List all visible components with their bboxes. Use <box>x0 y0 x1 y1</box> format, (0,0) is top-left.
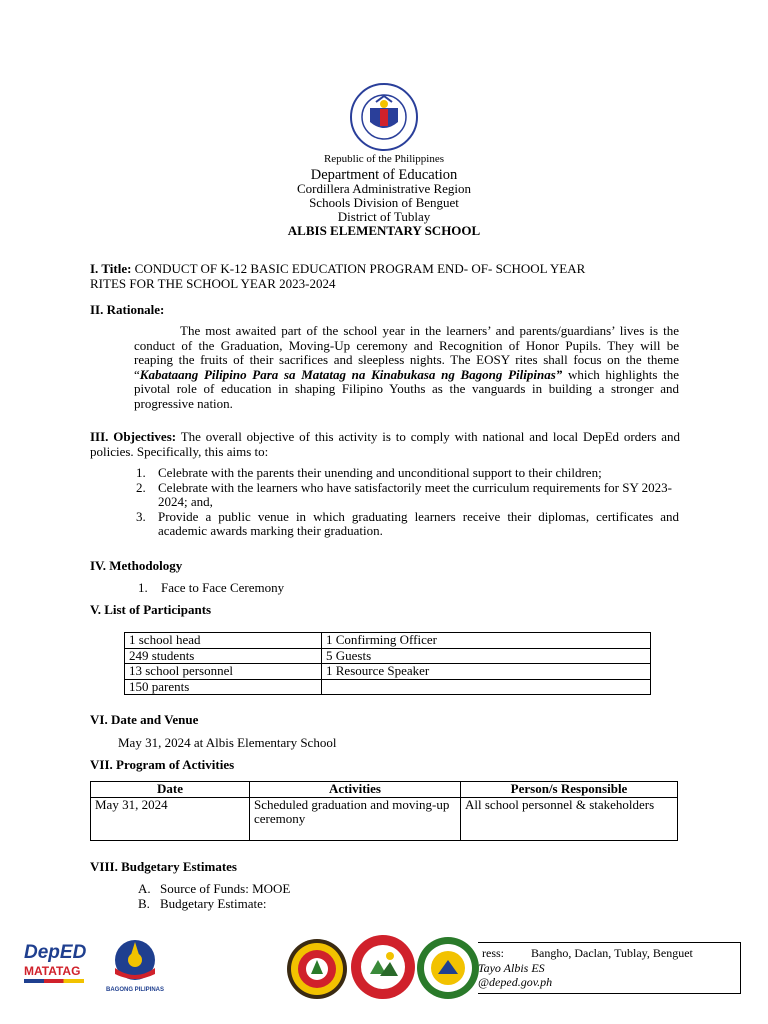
footer-contact-box <box>478 942 741 994</box>
table-cell: 150 parents <box>125 679 322 695</box>
column-header: Activities <box>250 782 461 798</box>
district-text: District of Tublay <box>337 209 431 224</box>
deped-matatag-logo <box>24 943 94 991</box>
title-line1: CONDUCT OF K-12 BASIC EDUCATION PROGRAM END- OF- SCHOOL YEAR <box>134 261 586 276</box>
methodology-heading: IV. Methodology <box>90 558 183 573</box>
objective-num: 2. <box>136 479 146 495</box>
table-row <box>125 679 651 695</box>
methodology-num: 1. <box>138 580 148 595</box>
matatag-text: MATATAG <box>24 964 81 978</box>
objective-item <box>134 466 679 481</box>
column-header: Date <box>91 782 250 798</box>
table-row <box>91 797 678 840</box>
facebook-page: Tayo Albis ES <box>478 961 545 975</box>
title-line2: RITES FOR THE SCHOOL YEAR 2023-2024 <box>90 275 336 291</box>
address-value: Bangho, Daclan, Tublay, Benguet <box>531 946 693 960</box>
department-text: Department of Education <box>310 167 458 183</box>
table-cell: 13 school personnel <box>125 664 322 680</box>
table-cell: 5 Guests <box>322 648 651 664</box>
deped-seal-logo <box>336 82 432 152</box>
program-table <box>90 781 678 841</box>
address-label: ress: <box>482 946 504 960</box>
budget-item <box>136 882 681 897</box>
budget-text: Source of Funds: MOOE <box>160 881 291 896</box>
bagong-pilipinas-sun-icon <box>100 938 170 982</box>
objective-item <box>134 481 679 510</box>
program-heading: VII. Program of Activities <box>90 757 235 772</box>
table-cell: 1 Confirming Officer <box>322 633 651 649</box>
objective-num: 3. <box>136 508 146 524</box>
rationale-text-end: which highlights the pivotal role of education in shaping Filipino Youths as the vanguards in building a stronger and progressive nation. <box>134 366 679 411</box>
rationale-heading: II. Rationale: <box>90 302 165 317</box>
objectives-intro: The overall objective of this activity is to comply with national and local DepEd orders and policies. Specifically, this aims to: <box>90 429 680 459</box>
table-row <box>125 633 651 649</box>
objectives-intro-block <box>90 430 680 459</box>
budget-num: A. <box>138 881 151 896</box>
objectives-heading: III. Objectives: <box>90 429 177 444</box>
division-text: Schools Division of Benguet <box>309 195 459 210</box>
participants-table <box>124 632 651 695</box>
district-tublay-seal-icon <box>350 934 416 1000</box>
deped-logo-text: DepED <box>24 942 87 963</box>
objective-text: Provide a public venue in which graduating learners receive their diplomas, certificates and academic awards marking their graduation. <box>158 508 679 538</box>
matatag-stripe <box>24 979 84 983</box>
objective-num: 1. <box>136 465 146 480</box>
budget-heading: VIII. Budgetary Estimates <box>90 859 237 874</box>
rationale-paragraph <box>134 324 679 411</box>
table-header-row <box>91 782 678 798</box>
column-header: Person/s Responsible <box>461 782 678 798</box>
table-cell: All school personnel & stakeholders <box>461 797 678 840</box>
email-address: @deped.gov.ph <box>478 975 553 989</box>
region-text: Cordillera Administrative Region <box>296 181 472 196</box>
table-cell <box>322 679 651 695</box>
participants-heading: V. List of Participants <box>90 602 212 617</box>
school-name: ALBIS ELEMENTARY SCHOOL <box>287 223 481 238</box>
bagong-pilipinas-logo <box>100 938 170 996</box>
table-row <box>125 648 651 664</box>
budget-text: Budgetary Estimate: <box>160 895 267 911</box>
bagong-pilipinas-text: BAGONG PILIPINAS <box>105 986 164 993</box>
budget-num: B. <box>138 895 150 911</box>
table-cell: 1 Resource Speaker <box>322 664 651 680</box>
objective-item <box>134 510 679 539</box>
title-section <box>90 262 690 291</box>
budget-item <box>136 897 681 912</box>
objective-text: Celebrate with the learners who have satisfactorily meet the curriculum requirements for SY 2023-2024; and, <box>158 479 672 509</box>
methodology-item <box>138 581 284 596</box>
table-cell: 1 school head <box>125 633 322 649</box>
methodology-text: Face to Face Ceremony <box>161 580 285 595</box>
objective-text: Celebrate with the parents their unending and unconditional support to their children; <box>158 465 602 480</box>
rationale-text-start: The most awaited part of the school year in the learners’ and parents/guardians’ lives is the conduct of the Graduation, Moving-Up ceremony and Recognition of Honor Pupils. They will be reaping the fruits of their sacrifices and sleepless nights. The EOSY rites shall focus on the theme “ <box>134 323 679 382</box>
table-cell: May 31, 2024 <box>91 797 250 840</box>
objectives-list <box>134 466 679 539</box>
albis-es-seal-icon <box>416 936 480 1000</box>
date-venue-text: May 31, 2024 at Albis Elementary School <box>118 735 337 750</box>
republic-text: Republic of the Philippines <box>323 153 445 165</box>
table-cell: Scheduled graduation and moving-up ceremony <box>250 797 461 840</box>
budget-list <box>136 882 681 911</box>
table-cell: 249 students <box>125 648 322 664</box>
rationale-theme: Kabataang Pilipino Para sa Matatag na Kinabukasa ng Bagong Pilipinas” <box>139 366 563 382</box>
school-seal-icon <box>286 938 348 1000</box>
footer-address-line <box>482 946 693 960</box>
title-label: I. Title: <box>90 261 132 276</box>
table-row <box>125 664 651 680</box>
date-venue-heading: VI. Date and Venue <box>90 712 199 727</box>
